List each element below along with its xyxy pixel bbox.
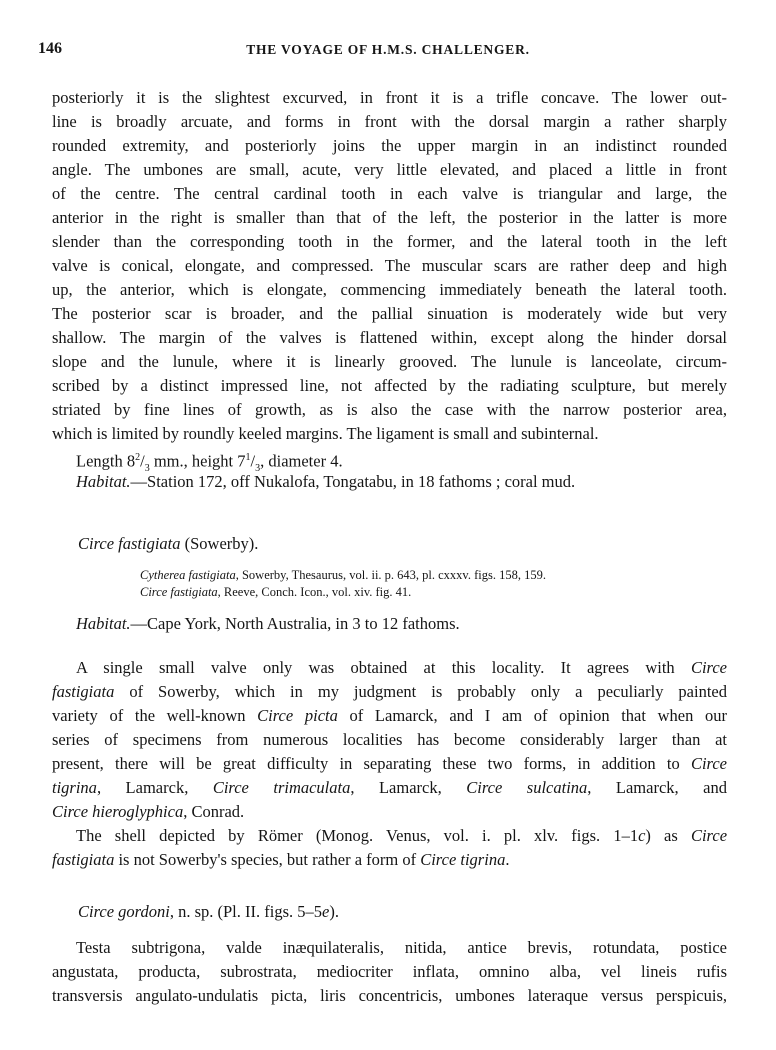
text-line: A single small valve only was obtained at this locality. It agrees with Circe (76, 658, 727, 677)
text-line: tigrina, Lamarck, Circe trimaculata, Lamarck, Circe sulcatina, Lamarck, and (52, 778, 727, 797)
reference-line: Cytherea fastigiata, Sowerby, Thesaurus, vol. ii. p. 643, pl. cxxxv. figs. 158, 159. (140, 568, 546, 582)
text-line: anterior in the right is smaller than that of the left, the posterior in the latter is more (52, 208, 727, 227)
text-line: slope and the lunule, where it is linearly grooved. The lunule is lanceolate, circum- (52, 352, 727, 371)
measurements-line: Length $8^2/_3$ mm., height $7^1/_3$, diameter 4. (76, 451, 343, 474)
text-line: fastigiata of Sowerby, which in my judgment is probably only a peculiarly painted (52, 682, 727, 701)
habitat-line: Habitat.—Cape York, North Australia, in 3 to 12 fathoms. (76, 614, 460, 633)
text-line: angustata, producta, subrostrata, mediocriter inflata, omnino alba, vel lineis rufis (52, 962, 727, 981)
habitat-label: Habitat. (76, 472, 131, 491)
text-line: variety of the well-known Circe picta of Lamarck, and I am of opinion that when our (52, 706, 727, 725)
text-line: The shell depicted by Römer (Monog. Venus, vol. i. pl. xlv. figs. 1–1c) as Circe (76, 826, 727, 845)
text-line: which is limited by roundly keeled margins. The ligament is small and subinternal. (52, 424, 599, 443)
text-line: striated by fine lines of growth, as is also the case with the narrow posterior area, (52, 400, 727, 419)
species-heading: Circe fastigiata (Sowerby). (78, 534, 259, 553)
running-title: THE VOYAGE OF H.M.S. CHALLENGER. (246, 42, 530, 57)
species-heading: Circe gordoni, n. sp. (Pl. II. figs. 5–5e). (78, 902, 339, 921)
text-line: angle. The umbones are small, acute, very little elevated, and placed a little in front (52, 160, 727, 179)
habitat-line: Habitat.—Station 172, off Nukalofa, Tongatabu, in 18 fathoms ; coral mud. (76, 472, 576, 491)
text-line: rounded extremity, and posteriorly joins the upper margin in an indistinct rounded (52, 136, 727, 155)
text-line: posteriorly it is the slightest excurved, in front it is a trifle concave. The lower out- (52, 88, 727, 107)
text-line: valve is conical, elongate, and compressed. The muscular scars are rather deep and high (52, 256, 727, 275)
text-line: shallow. The margin of the valves is flattened within, except along the hinder dorsal (52, 328, 727, 347)
reference-line: Circe fastigiata, Reeve, Conch. Icon., vol. xiv. fig. 41. (140, 585, 412, 599)
text-line: present, there will be great difficulty in separating these two forms, in addition to Circe (52, 754, 727, 773)
text-line: line is broadly arcuate, and forms in front with the dorsal margin a rather sharply (52, 112, 727, 131)
text-line: up, the anterior, which is elongate, commencing immediately beneath the lateral tooth. (52, 280, 727, 299)
text-line: slender than the corresponding tooth in the former, and the lateral tooth in the left (52, 232, 727, 251)
text-line: Testa subtrigona, valde inæquilateralis, nitida, antice brevis, rotundata, postice (76, 938, 727, 957)
text-line: of the centre. The central cardinal tooth in each valve is triangular and large, the (52, 184, 727, 203)
text-line: series of specimens from numerous localities has become considerably larger than at (52, 730, 727, 749)
text-line: The posterior scar is broader, and the pallial sinuation is moderately wide but very (52, 304, 727, 323)
text-line: transversis angulato-undulatis picta, liris concentricis, umbones lateraque versus perspicuis, (52, 986, 727, 1005)
text-line: fastigiata is not Sowerby's species, but rather a form of Circe tigrina. (52, 850, 510, 869)
page-number: 146 (38, 40, 62, 57)
text-line: scribed by a distinct impressed line, not affected by the radiating sculpture, but merely (52, 376, 727, 395)
text-line: Circe hieroglyphica, Conrad. (52, 802, 245, 821)
habitat-label: Habitat. (76, 614, 131, 633)
